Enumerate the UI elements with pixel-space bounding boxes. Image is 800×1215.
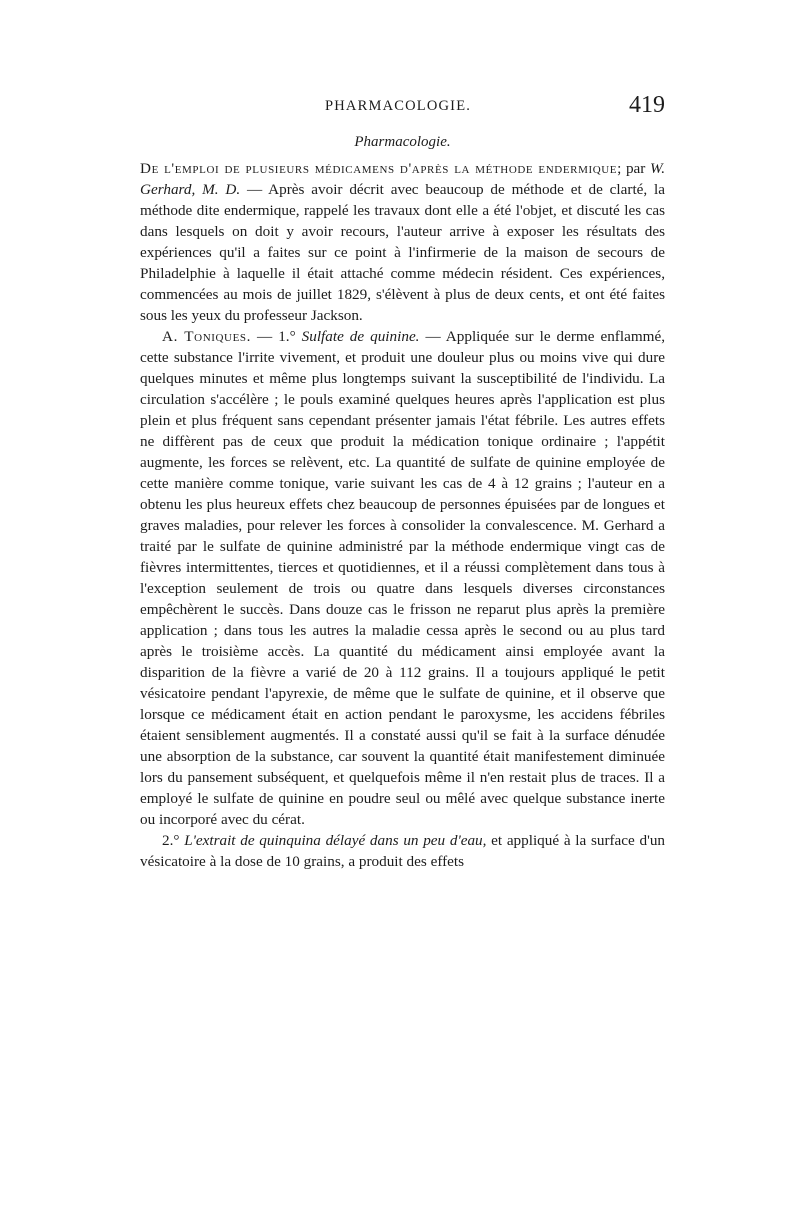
- article-author: W. Gerhard, M. D.: [140, 160, 665, 198]
- paragraph-toniques-text: — Appliquée sur le derme enflammé, cette substance l'irrite vivement, et produit une douleur plus ou moins vive qui dure quelques minutes et même plus longtemps suivant la susceptibilité de l'individu. La circulation s'accélère ; le pouls examiné quelques heures après l'application est plus plein et plus fréquent sans cependant présenter jamais l'état fébrile. Les autres effets ne diffèrent pas de ceux que produit la médication tonique ordinaire ; l'appétit augmente, les forces se relèvent, etc. La quantité de sulfate de quinine employée de cette manière comme tonique, varie suivant les cas de 4 à 12 grains ; l'auteur en a obtenu les plus heureux effets chez beaucoup de personnes épuisées par de longues et graves maladies, pour relever les forces à consolider la convalescence. M. Gerhard a traité par le sulfate de quinine administré par la méthode endermique vingt cas de fièvres intermittentes, tierces et quotidiennes, et il a réussi complètement dans tous à l'exception seulement de trois ou quatre dans lesquels diverses circonstances empêchèrent le succès. Dans douze cas le frisson ne reparut plus après la première application ; dans tous les autres la maladie cessa après le second ou au plus tard après le troisième accès. La quantité du médicament ainsi employée avant la disparition de la fièvre a varié de 20 à 112 grains. Il a toujours appliqué le petit vésicatoire pendant l'apyrexie, de même que le sulfate de quinine, et il observe que lorsque ce médicament était en action pendant le paroxysme, les accidens fébriles étaient sensiblement augmentés. Il a constaté aussi qu'il se fait à la surface dénudée une absorption de la substance, car souvent la quantité était manifestement diminuée lors du pansement subséquent, et quelquefois même il n'en restait plus de traces. Il a employé le sulfate de quinine en poudre seul ou mêlé avec quelque substance inerte ou incorporé avec du cérat.: [140, 328, 665, 828]
- article-heading: De l'emploi de plusieurs médicamens d'après la méthode endermique: [140, 160, 618, 177]
- item-number: — 1.°: [251, 328, 302, 345]
- section-title: Pharmacologie.: [354, 134, 451, 150]
- heading-separator: ; par: [617, 160, 650, 177]
- item-subject-2: L'extrait de quinquina délayé dans un peu d'eau,: [184, 832, 487, 849]
- subsection-label: A. Toniques.: [162, 328, 252, 345]
- paragraph-quinquina-text: et appliqué à la surface d'un vésicatoire à la dose de 10 grains, a produit des effets: [140, 832, 666, 870]
- paragraph-toniques: [140, 326, 665, 830]
- paragraph-intro: [140, 158, 665, 326]
- paragraph-intro-text: — Après avoir décrit avec beaucoup de méthode et de clarté, la méthode dite endermique, rappelé les travaux dont elle a été l'objet, et discuté les cas dans lesquels on doit y avoir recours, l'auteur arrive à exposer les résultats des expériences qu'il a faites sur ce point à l'infirmerie de la maison de secours de Philadelphie à laquelle il était attaché comme médecin résident. Ces expériences, commencées au mois de juillet 1829, s'élèvent à plus de deux cents, et ont été faites sous les yeux du professeur Jackson.: [140, 181, 665, 324]
- paragraph-quinquina: [140, 830, 665, 872]
- running-head: [140, 92, 665, 124]
- item-subject: Sulfate de quinine.: [301, 328, 420, 345]
- running-title: PHARMACOLOGIE.: [325, 98, 472, 114]
- page-number: 419: [629, 92, 665, 118]
- item-number-2: 2.°: [162, 832, 185, 849]
- article-body: [140, 158, 665, 872]
